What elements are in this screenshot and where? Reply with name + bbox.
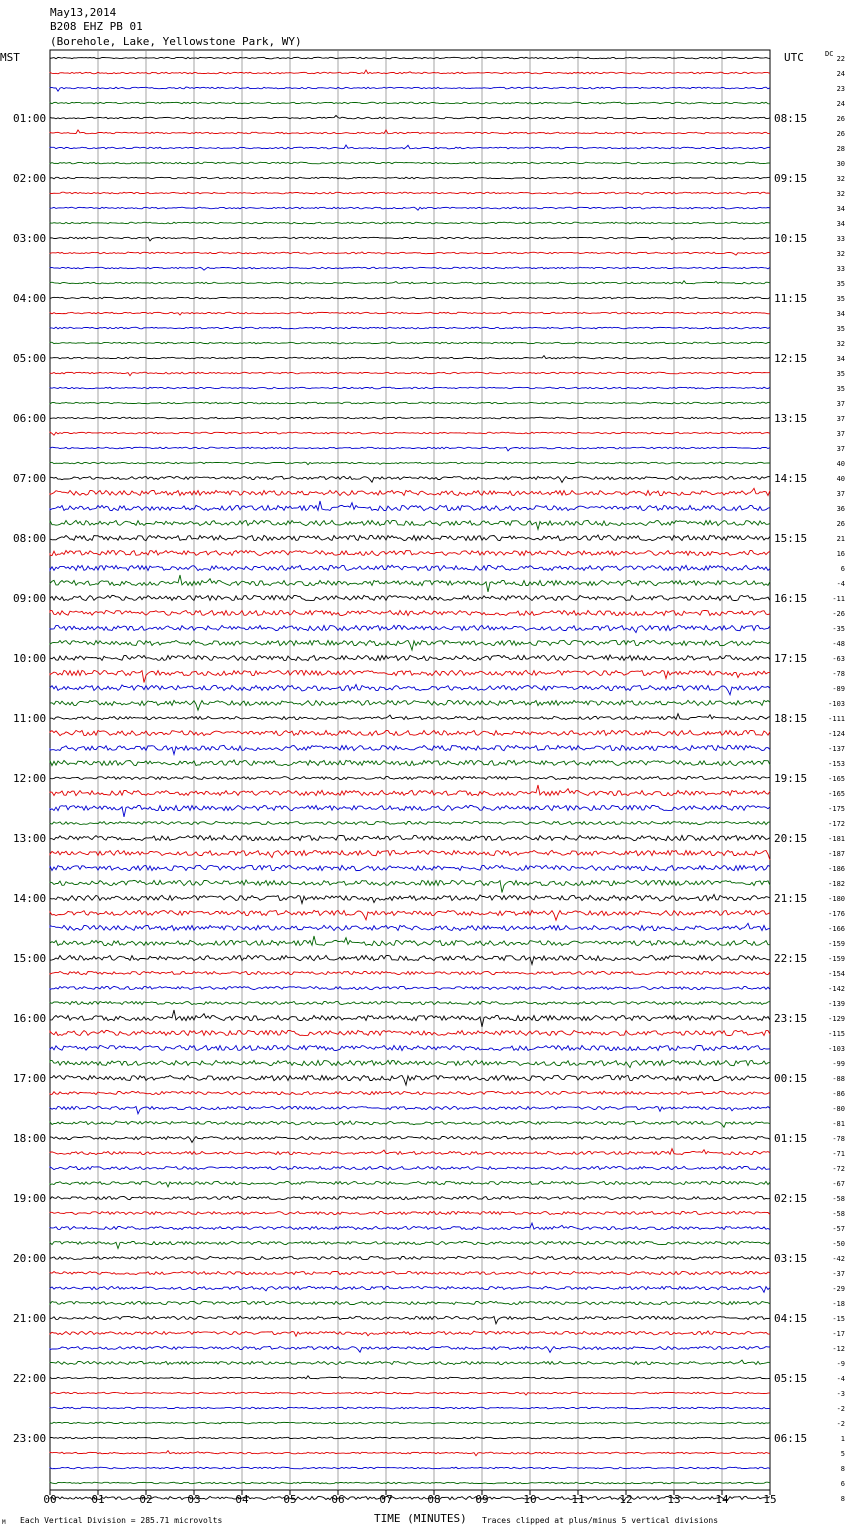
dc-offset-label: -86 (832, 1090, 845, 1098)
dc-offset-label: 32 (836, 340, 845, 348)
left-timezone-label: MST (0, 51, 20, 64)
x-tick-label: 02 (139, 1493, 153, 1506)
mst-hour-label: 08:00 (13, 532, 47, 545)
utc-hour-label: 05:15 (774, 1372, 808, 1385)
dc-offset-label: 37 (836, 430, 845, 438)
x-tick-label: 06 (331, 1493, 345, 1506)
x-tick-label: 05 (283, 1493, 297, 1506)
dc-offset-label: 26 (836, 130, 845, 138)
dc-offset-label: 36 (836, 505, 845, 513)
dc-offset-label: -176 (828, 910, 845, 918)
dc-offset-label: -103 (828, 700, 845, 708)
dc-offset-label: -99 (832, 1060, 845, 1068)
utc-hour-label: 09:15 (774, 172, 808, 185)
dc-offset-label: -175 (828, 805, 845, 813)
utc-hour-label: 14:15 (774, 472, 808, 485)
footer-scale-note: Each Vertical Division = 285.71 microvolts (20, 1516, 223, 1525)
dc-offset-label: -2 (836, 1405, 845, 1413)
dc-label: DC (825, 50, 834, 58)
dc-offset-label: 1 (840, 1435, 845, 1443)
dc-offset-label: -9 (836, 1360, 845, 1368)
dc-offset-label: 34 (836, 205, 845, 213)
dc-offset-label: -159 (828, 940, 845, 948)
mst-hour-label: 06:00 (13, 412, 47, 425)
dc-offset-label: -17 (832, 1330, 845, 1338)
dc-offset-label: -181 (828, 835, 845, 843)
mst-hour-label: 04:00 (13, 292, 47, 305)
dc-offset-label: 16 (836, 550, 845, 558)
utc-hour-label: 03:15 (774, 1252, 808, 1265)
utc-hour-label: 19:15 (774, 772, 808, 785)
dc-offset-label: -48 (832, 640, 845, 648)
x-tick-label: 15 (763, 1493, 777, 1506)
mst-hour-label: 07:00 (13, 472, 47, 485)
dc-offset-label: 40 (836, 460, 845, 468)
x-tick-label: 00 (43, 1493, 57, 1506)
dc-offset-label: 24 (836, 100, 845, 108)
utc-hour-label: 13:15 (774, 412, 808, 425)
dc-offset-label: -159 (828, 955, 845, 963)
dc-offset-label: 34 (836, 310, 845, 318)
x-tick-label: 09 (475, 1493, 489, 1506)
dc-offset-label: -4 (836, 1375, 845, 1383)
utc-hour-label: 11:15 (774, 292, 808, 305)
dc-offset-label: -129 (828, 1015, 845, 1023)
mst-hour-label: 21:00 (13, 1312, 47, 1325)
mst-hour-label: 02:00 (13, 172, 47, 185)
dc-offset-label: 28 (836, 145, 845, 153)
mst-hour-label: 16:00 (13, 1012, 47, 1025)
mst-hour-label: 15:00 (13, 952, 47, 965)
dc-offset-label: 21 (836, 535, 845, 543)
dc-offset-label: -72 (832, 1165, 845, 1173)
header-date: May13,2014 (50, 6, 117, 19)
dc-offset-label: -26 (832, 610, 845, 618)
utc-hour-label: 22:15 (774, 952, 808, 965)
dc-offset-label: 26 (836, 115, 845, 123)
dc-offset-label: 33 (836, 265, 845, 273)
dc-offset-label: 40 (836, 475, 845, 483)
dc-offset-label: -153 (828, 760, 845, 768)
header-location: (Borehole, Lake, Yellowstone Park, WY) (50, 35, 302, 48)
x-tick-label: 10 (523, 1493, 537, 1506)
dc-offset-label: -88 (832, 1075, 845, 1083)
x-tick-label: 11 (571, 1493, 585, 1506)
x-tick-label: 08 (427, 1493, 441, 1506)
mst-hour-label: 22:00 (13, 1372, 47, 1385)
footer-clip-note: Traces clipped at plus/minus 5 vertical divisions (482, 1516, 719, 1525)
mst-hour-label: 13:00 (13, 832, 47, 845)
x-tick-label: 03 (187, 1493, 201, 1506)
dc-offset-label: 24 (836, 70, 845, 78)
dc-offset-label: -166 (828, 925, 845, 933)
dc-offset-label: -58 (832, 1210, 845, 1218)
dc-offset-label: 37 (836, 490, 845, 498)
dc-offset-label: 5 (840, 1450, 845, 1458)
dc-offset-label: -29 (832, 1285, 845, 1293)
dc-offset-label: 32 (836, 175, 845, 183)
dc-offset-label: 37 (836, 400, 845, 408)
mst-hour-label: 18:00 (13, 1132, 47, 1145)
dc-offset-label: -42 (832, 1255, 845, 1263)
dc-offset-label: 33 (836, 235, 845, 243)
utc-hour-label: 02:15 (774, 1192, 808, 1205)
dc-offset-label: -78 (832, 670, 845, 678)
utc-hour-label: 16:15 (774, 592, 808, 605)
dc-offset-label: -71 (832, 1150, 845, 1158)
mst-hour-label: 11:00 (13, 712, 47, 725)
dc-offset-label: 6 (840, 565, 845, 573)
dc-offset-label: 8 (840, 1495, 845, 1503)
dc-offset-label: -180 (828, 895, 845, 903)
dc-offset-label: 8 (840, 1465, 845, 1473)
dc-offset-label: -115 (828, 1030, 845, 1038)
utc-hour-label: 20:15 (774, 832, 808, 845)
utc-hour-label: 15:15 (774, 532, 808, 545)
dc-offset-label: -80 (832, 1105, 845, 1113)
x-tick-label: 14 (715, 1493, 729, 1506)
dc-offset-label: 32 (836, 250, 845, 258)
dc-offset-label: 35 (836, 385, 845, 393)
dc-offset-label: 37 (836, 445, 845, 453)
dc-offset-label: 26 (836, 520, 845, 528)
utc-hour-label: 12:15 (774, 352, 808, 365)
dc-offset-label: -142 (828, 985, 845, 993)
dc-offset-label: -139 (828, 1000, 845, 1008)
utc-hour-label: 06:15 (774, 1432, 808, 1445)
dc-offset-label: -37 (832, 1270, 845, 1278)
utc-hour-label: 04:15 (774, 1312, 808, 1325)
dc-offset-label: -165 (828, 775, 845, 783)
dc-offset-label: 35 (836, 295, 845, 303)
mst-hour-label: 01:00 (13, 112, 47, 125)
dc-offset-label: -78 (832, 1135, 845, 1143)
x-tick-label: 04 (235, 1493, 249, 1506)
x-tick-label: 12 (619, 1493, 633, 1506)
x-tick-label: 07 (379, 1493, 393, 1506)
dc-offset-label: -186 (828, 865, 845, 873)
dc-offset-label: 32 (836, 190, 845, 198)
x-tick-label: 01 (91, 1493, 105, 1506)
dc-offset-label: -165 (828, 790, 845, 798)
mst-hour-label: 17:00 (13, 1072, 47, 1085)
utc-hour-label: 01:15 (774, 1132, 808, 1145)
utc-hour-label: 17:15 (774, 652, 808, 665)
mst-hour-label: 10:00 (13, 652, 47, 665)
dc-offset-label: -111 (828, 715, 845, 723)
dc-offset-label: 23 (836, 85, 845, 93)
utc-hour-label: 10:15 (774, 232, 808, 245)
dc-offset-label: -18 (832, 1300, 845, 1308)
header-station: B208 EHZ PB 01 (50, 20, 143, 33)
mst-hour-label: 14:00 (13, 892, 47, 905)
mst-hour-label: 20:00 (13, 1252, 47, 1265)
dc-offset-label: -15 (832, 1315, 845, 1323)
dc-offset-label: 34 (836, 355, 845, 363)
dc-offset-label: -4 (836, 580, 845, 588)
dc-offset-label: -137 (828, 745, 845, 753)
x-axis-title: TIME (MINUTES) (374, 1512, 467, 1525)
dc-offset-label: -63 (832, 655, 845, 663)
dc-offset-label: 37 (836, 415, 845, 423)
dc-offset-label: -182 (828, 880, 845, 888)
mst-hour-label: 12:00 (13, 772, 47, 785)
dc-offset-label: 35 (836, 370, 845, 378)
dc-offset-label: -124 (828, 730, 845, 738)
mst-hour-label: 23:00 (13, 1432, 47, 1445)
dc-offset-label: -81 (832, 1120, 845, 1128)
dc-offset-label: -103 (828, 1045, 845, 1053)
dc-offset-label: -35 (832, 625, 845, 633)
utc-hour-label: 21:15 (774, 892, 808, 905)
mst-hour-label: 19:00 (13, 1192, 47, 1205)
dc-offset-label: -12 (832, 1345, 845, 1353)
dc-offset-label: 22 (836, 55, 845, 63)
mst-hour-label: 05:00 (13, 352, 47, 365)
mst-hour-label: 03:00 (13, 232, 47, 245)
dc-offset-label: -50 (832, 1240, 845, 1248)
utc-hour-label: 18:15 (774, 712, 808, 725)
dc-offset-label: -67 (832, 1180, 845, 1188)
utc-hour-label: 00:15 (774, 1072, 808, 1085)
dc-offset-label: -57 (832, 1225, 845, 1233)
dc-offset-label: -58 (832, 1195, 845, 1203)
right-timezone-label: UTC (784, 51, 804, 64)
dc-offset-label: -3 (836, 1390, 845, 1398)
dc-offset-label: -154 (828, 970, 845, 978)
dc-offset-label: -89 (832, 685, 845, 693)
utc-hour-label: 23:15 (774, 1012, 808, 1025)
x-tick-label: 13 (667, 1493, 681, 1506)
mst-hour-label: 09:00 (13, 592, 47, 605)
dc-offset-label: -2 (836, 1420, 845, 1428)
dc-offset-label: -187 (828, 850, 845, 858)
dc-offset-label: -172 (828, 820, 845, 828)
dc-offset-label: 35 (836, 280, 845, 288)
dc-offset-label: 35 (836, 325, 845, 333)
dc-offset-label: 34 (836, 220, 845, 228)
dc-offset-label: -11 (832, 595, 845, 603)
dc-offset-label: 30 (836, 160, 845, 168)
dc-offset-label: 6 (840, 1480, 845, 1488)
utc-hour-label: 08:15 (774, 112, 808, 125)
footer-mark: M (2, 1519, 6, 1526)
